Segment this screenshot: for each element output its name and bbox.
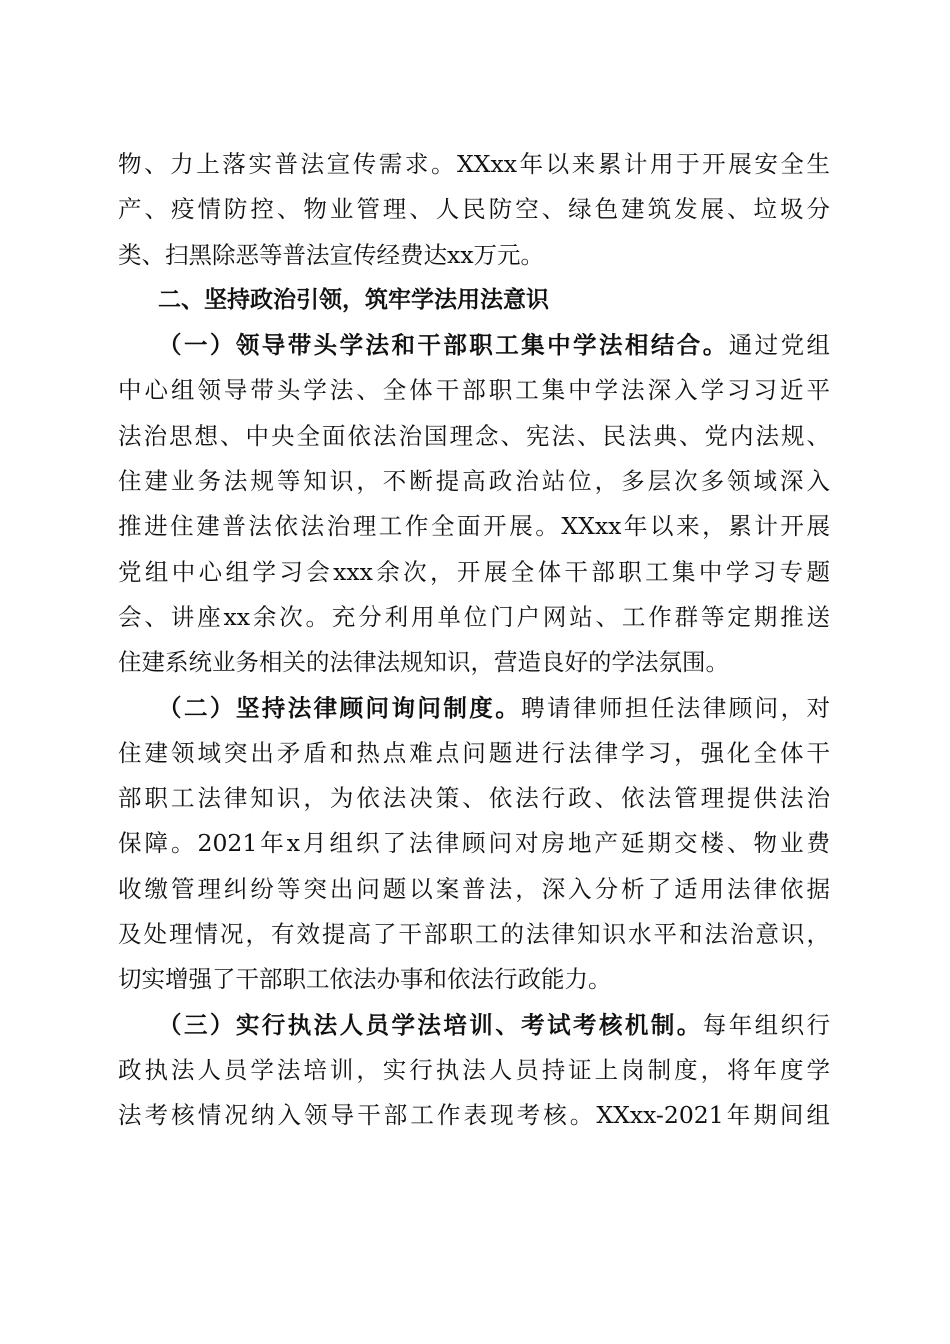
text-line: 保障。2021年x月组织了法律顾问对房地产延期交楼、物业费 [118, 829, 830, 858]
text-line [118, 686, 830, 731]
text-run: 通过党组 [728, 331, 830, 360]
text-line: 中心组领导带头学法、全体干部职工集中学法深入学习习近平 [118, 376, 830, 405]
section-heading: 二、坚持政治引领，筑牢学法用法意识 [158, 286, 549, 313]
text-run: 聘请律师担任法律顾问，对 [521, 693, 830, 722]
text-line: 及处理情况，有效提高了干部职工的法律知识水平和法治意识， [118, 920, 830, 949]
document-body [118, 142, 830, 1139]
text-line: 切实增强了干部职工依法办事和依法行政能力。 [118, 965, 612, 994]
text-line: 党组中心组学习会xxx余次，开展全体干部职工集中学习专题 [118, 557, 830, 586]
paragraph-lead: （一）领导带头学法和干部职工集中学法相结合。 [158, 331, 729, 360]
text-line: 推进住建普法依法治理工作全面开展。XXxx年以来，累计开展 [118, 512, 830, 541]
text-run: 每年组织行 [702, 1010, 830, 1039]
text-line: 收缴管理纠纷等突出问题以案普法，深入分析了适用法律依据 [118, 874, 830, 903]
paragraph-1 [118, 323, 830, 685]
text-line: 会、讲座xx余次。充分利用单位门户网站、工作群等定期推送 [118, 602, 830, 631]
paragraph-intro [118, 142, 830, 278]
text-line: 类、扫黑除恶等普法宣传经费达xx万元。 [118, 240, 545, 269]
paragraph-3 [118, 1003, 830, 1139]
text-line [118, 323, 830, 368]
text-line: 住建系统业务相关的法律法规知识，营造良好的学法氛围。 [118, 648, 729, 677]
paragraph-lead: （三）实行执法人员学法培训、考试考核机制。 [158, 1010, 703, 1039]
text-line: 住建领域突出矛盾和热点难点问题进行法律学习，强化全体干 [118, 738, 830, 767]
paragraph-lead: （二）坚持法律顾问询问制度。 [158, 693, 522, 722]
text-line: 部职工法律知识，为依法决策、依法行政、依法管理提供法治 [118, 784, 830, 813]
text-line: 法考核情况纳入领导干部工作表现考核。XXxx-2021年期间组 [118, 1101, 830, 1130]
paragraph-2 [118, 686, 830, 1003]
text-line: 政执法人员学法培训，实行执法人员持证上岗制度，将年度学 [118, 1055, 830, 1084]
text-line: 产、疫情防控、物业管理、人民防空、绿色建筑发展、垃圾分 [118, 195, 830, 224]
text-line: 物、力上落实普法宣传需求。XXxx年以来累计用于开展安全生 [118, 150, 830, 178]
text-line: 法治思想、中央全面依法治国理念、宪法、民法典、党内法规、 [118, 421, 830, 450]
text-line [118, 1003, 830, 1048]
text-line: 住建业务法规等知识，不断提高政治站位，多层次多领域深入 [118, 467, 830, 496]
